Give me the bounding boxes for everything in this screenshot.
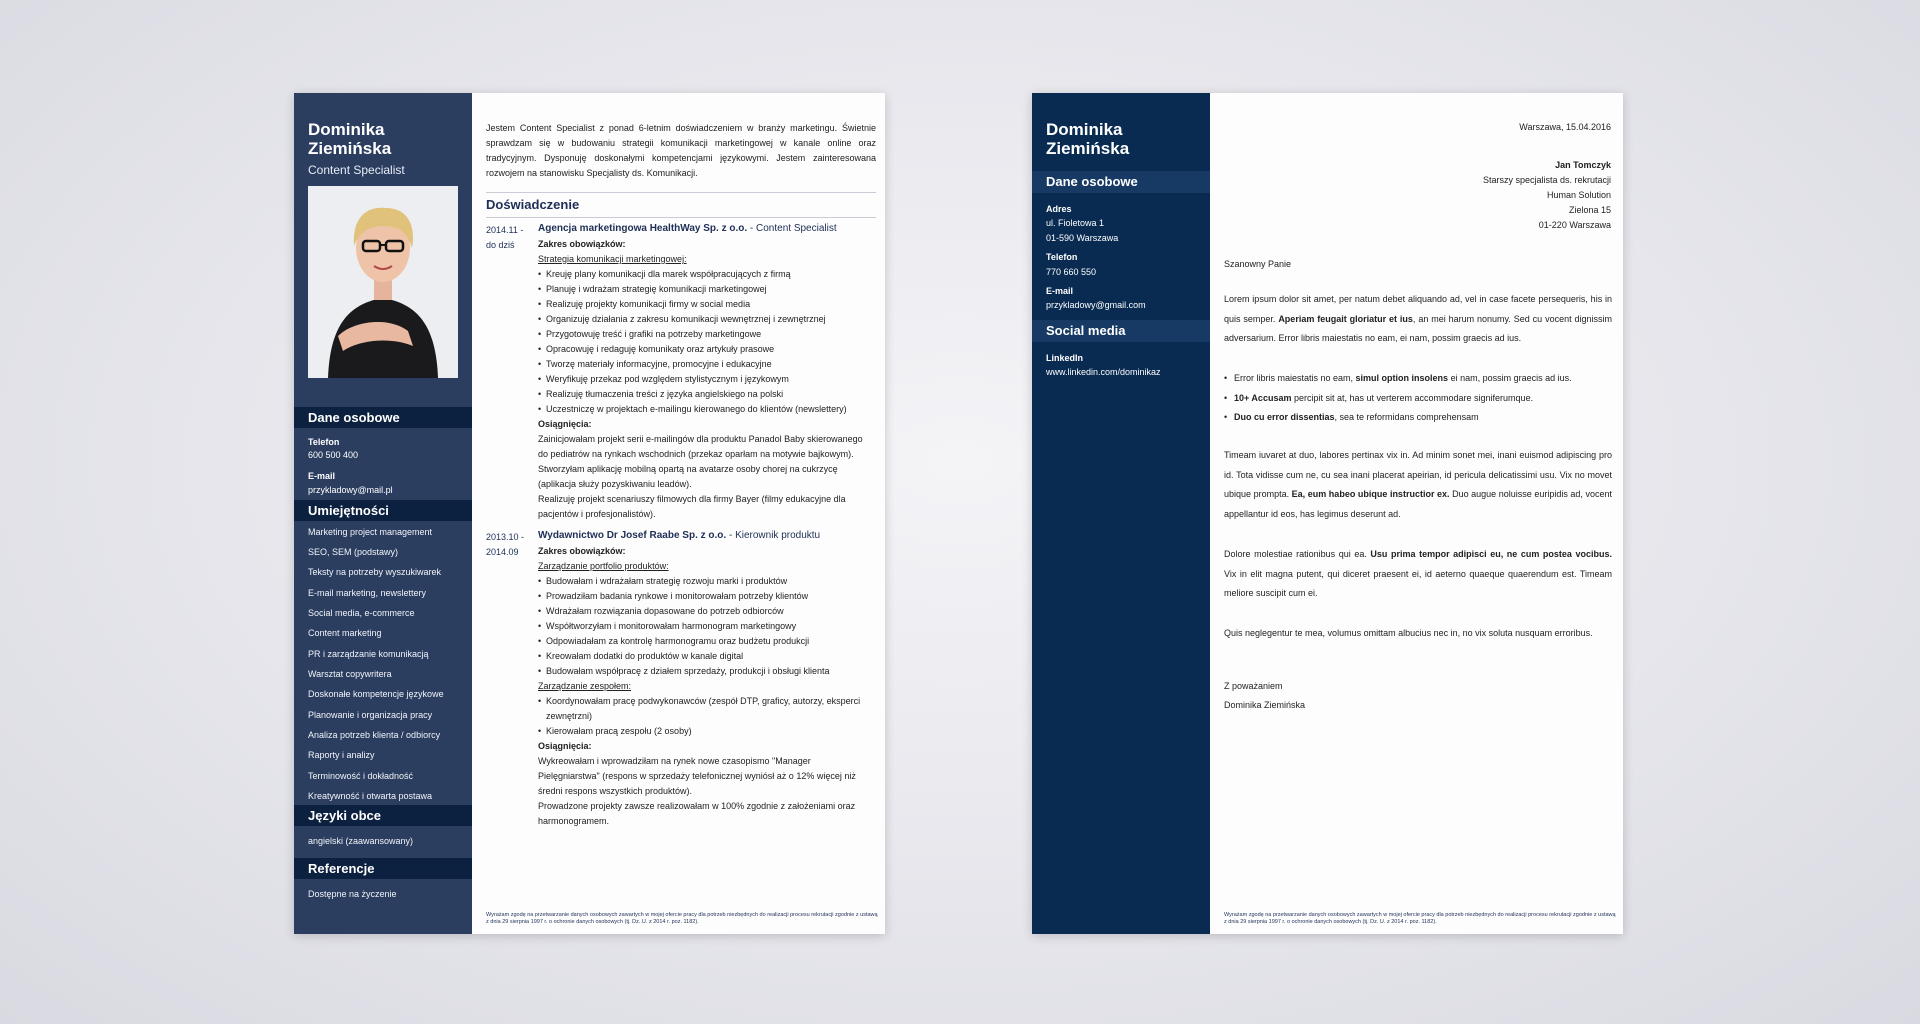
text-run: ei nam, possim graecis ad ius. [1448, 373, 1572, 383]
duties-label: Zakres obowiązków: [538, 239, 626, 249]
text-run-bold: Ea, eum habeo ubique instructior ex. [1291, 489, 1450, 499]
letter-date: Warszawa, 15.04.2016 [1519, 122, 1611, 132]
skill-item: Content marketing [308, 628, 382, 638]
achievements-label: Osiągnięcia: [538, 419, 592, 429]
cv-role: Content Specialist [308, 163, 405, 177]
address-label: Adres [1046, 204, 1072, 214]
paragraph-1 [1224, 290, 1612, 349]
skill-item: Marketing project management [308, 527, 433, 537]
job-date-end: 2014.09 [486, 547, 519, 557]
duties-subheader: Strategia komunikacji marketingowej: [538, 254, 687, 264]
skill-item: E-mail marketing, newslettery [308, 588, 427, 598]
experience-header: Doświadczenie [486, 192, 876, 218]
paragraph-3 [1224, 545, 1612, 604]
duties-label: Zakres obowiązków: [538, 546, 626, 556]
language-item: angielski (zaawansowany) [308, 836, 414, 846]
section-skills-header: Umiejętności [294, 500, 472, 521]
duty-item: • Organizuję działania z zakresu komunikacji wewnętrznej i zewnętrznej [538, 312, 826, 327]
duty-item: • Prowadziłam badania rynkowe i monitorowałam potrzeby klientów [538, 589, 808, 604]
text-run: Lorem ipsum dolor sit amet, per natum debet aliquando ad, vel in case facete persequeris, his in quis semper. [1224, 294, 1612, 324]
skill-item: SEO, SEM (podstawy) [308, 547, 399, 557]
skill-item: Teksty na potrzeby wyszukiwarek [308, 567, 442, 577]
skill-item: Kreatywność i otwarta postawa [308, 791, 433, 801]
job-title [538, 223, 837, 234]
recipient-line: Starszy specjalista ds. rekrutacji [1482, 175, 1611, 185]
skill-item: Social media, e-commerce [308, 608, 415, 618]
skill-item: Raporty i analizy [308, 750, 375, 760]
job-title [538, 530, 820, 541]
greeting: Szanowny Panie [1224, 259, 1292, 269]
duty-item: • Budowałam współpracę z działem sprzedaży, produkcji i obsługi klienta [538, 664, 829, 679]
linkedin-value: www.linkedin.com/dominikaz [1046, 367, 1161, 377]
duty-item: • Planuję i wdrażam strategię komunikacji marketingowej [538, 282, 767, 297]
skill-item: Analiza potrzeb klienta / odbiorcy [308, 730, 441, 740]
linkedin-label: LinkedIn [1046, 353, 1084, 363]
bullet-item [1224, 412, 1479, 422]
job-position: - Kierownik produktu [726, 530, 821, 541]
recipient-line: 01-220 Warszawa [1538, 220, 1611, 230]
references-text: Dostępne na życzenie [308, 889, 397, 899]
section-personal-header: Dane osobowe [294, 407, 472, 428]
skill-item: Warsztat copywritera [308, 669, 392, 679]
recipient-line: Human Solution [1546, 190, 1611, 200]
recipient-name: Jan Tomczyk [1555, 160, 1611, 170]
achievement-line: Prowadzone projekty zawsze realizowałam w 100% zgodnie z założeniami oraz [538, 801, 856, 811]
gdpr-clause: Wyrażam zgodę na przetwarzanie danych osobowych zawartych w mojej ofercie pracy dla potrzeb niezbędnych do realizacji procesu rekrutacji zgodnie z ustawą z dnia 29 sierpnia 1997 r. o ochronie danych osobowych (tj. Dz. U. z 2014 r. poz. 1182). [1224, 912, 1616, 925]
paragraph-4: Quis neglegentur te mea, volumus omittam albucius nec in, no vix soluta nusquam erroribus. [1224, 628, 1593, 638]
cv-name: Dominika Ziemińska [308, 120, 392, 158]
achievement-line: średni respons wszystkich produktów). [538, 786, 693, 796]
achievement-line: pacjentów i profesjonalistów). [538, 509, 656, 519]
job-company: Agencja marketingowa HealthWay Sp. z o.o. [538, 223, 748, 234]
duty-item: • Odpowiadałam za kontrolę harmonogramu oraz budżetu produkcji [538, 634, 809, 649]
email-value: przykladowy@mail.pl [308, 485, 393, 495]
text-run-bold: Duo cu error dissentias [1234, 412, 1335, 422]
section-languages-header: Języki obce [294, 805, 472, 826]
text-run: percipit sit at, has ut verterem accommodare signiferumque. [1291, 393, 1534, 403]
team-item-cont: zewnętrzni) [546, 711, 593, 721]
text-run-bold: 10+ Accusam [1234, 393, 1292, 403]
achievement-line: do pediatrów na rynkach wschodnich (przekaz oparłam na motywie bajkowym). [538, 449, 854, 459]
team-subheader: Zarządzanie zespołem: [538, 681, 632, 691]
duty-item: • Kreuję plany komunikacji dla marek współpracujących z firmą [538, 267, 791, 282]
duty-item: • Przygotowuję treść i grafiki na potrzeby marketingowe [538, 327, 761, 342]
letter-main [1210, 93, 1623, 934]
duty-item: • Uczestniczę w projektach e-mailingu kierowanego do klientów (newslettery) [538, 402, 847, 417]
text-run: Dolore molestiae rationibus qui ea. [1224, 549, 1371, 559]
phone-value: 770 660 550 [1046, 267, 1097, 277]
job-date-end: do dziś [486, 240, 515, 250]
signature: Dominika Ziemińska [1224, 700, 1306, 710]
paragraph-2 [1224, 446, 1612, 524]
profile-summary: Jestem Content Specialist z ponad 6-letnim doświadczeniem w branży marketingu. Świetnie sprawdzam się w budowaniu strategii komunikacji marketingowej w kanale online oraz tradycyjnym. Dysponuję doskonałymi kompetencjami językowymi. Jestem zainteresowana rozwojem na stanowisku Specjalisty ds. Komunikacji. [486, 123, 876, 178]
phone-label: Telefon [308, 437, 340, 447]
duty-item: • Kreowałam dodatki do produktów w kanale digital [538, 649, 743, 664]
achievement-line: Realizuję projekt scenariuszy filmowych dla firmy Bayer (filmy edukacyjne dla [538, 494, 846, 504]
profile-photo [308, 186, 458, 378]
recipient-line: Zielona 15 [1568, 205, 1611, 215]
section-references-header: Referencje [294, 858, 472, 879]
job-position: - Content Specialist [747, 223, 837, 234]
gdpr-clause: Wyrażam zgodę na przetwarzanie danych osobowych zawartych w mojej ofercie pracy dla potrzeb niezbędnych do realizacji procesu rekrutacji zgodnie z ustawą z dnia 29 sierpnia 1997 r. o ochronie danych osobowych (tj. Dz. U. z 2014 r. poz. 1182). [486, 912, 878, 925]
duty-item: • Weryfikuję przekaz pod względem stylistycznym i językowym [538, 372, 789, 387]
text-run-bold: Usu prima tempor adipisci eu, ne cum postea vocibus. [1370, 549, 1613, 559]
letter-name: Dominika Ziemińska [1046, 120, 1130, 158]
duty-item: • Tworzę materiały informacyjne, promocyjne i edukacyjne [538, 357, 772, 372]
address-line: ul. Fioletowa 1 [1046, 218, 1105, 228]
cv-main [472, 93, 885, 934]
duty-item: • Opracowuję i redaguję komunikaty oraz artykuły prasowe [538, 342, 774, 357]
skill-item: Doskonałe kompetencje językowe [308, 689, 444, 699]
job-date-start: 2013.10 - [486, 532, 525, 542]
skill-item: Terminowość i dokładność [308, 771, 414, 781]
bullet-item [1224, 393, 1533, 403]
duties-subheader: Zarządzanie portfolio produktów: [538, 561, 669, 571]
achievement-line: Pielęgniarstwa" (respons w sprzedaży telefonicznej wyniósł aż o 12% więcej niż [538, 771, 856, 781]
text-run: , sea te reformidans comprehensam [1334, 412, 1479, 422]
achievement-line: Zainicjowałam projekt serii e-mailingów dla produktu Panadol Baby skierowanego [538, 434, 863, 444]
bullet-item [1224, 373, 1572, 383]
job-date-start: 2014.11 - [486, 225, 524, 235]
duty-item: • Realizuję projekty komunikacji firmy w social media [538, 297, 750, 312]
email-label: E-mail [1046, 286, 1074, 296]
section-personal-header: Dane osobowe [1032, 171, 1210, 193]
achievement-line: harmonogramem. [538, 816, 610, 826]
text-run: Vix in elit magna putent, qui diceret praesent ei, id aeterno quaeque quaerendum est. Timeam meliore suscipit cum ei. [1224, 568, 1612, 598]
skill-item: Planowanie i organizacja pracy [308, 710, 433, 720]
cover-letter-page [1032, 93, 1623, 934]
duty-item: • Realizuję tłumaczenia treści z języka angielskiego na polski [538, 387, 783, 402]
portrait-illustration [308, 186, 458, 378]
achievement-line: Wykreowałam i wprowadziłam na rynek nowe czasopismo "Manager [538, 756, 811, 766]
letter-sidebar [1032, 93, 1210, 934]
skill-item: PR i zarządzanie komunikacją [308, 649, 429, 659]
cv-sidebar [294, 93, 472, 934]
team-item: • Kierowałam pracą zespołu (2 osoby) [538, 724, 692, 739]
phone-label: Telefon [1046, 252, 1078, 262]
text-run: Error libris maiestatis no eam, [1234, 373, 1356, 383]
text-run-bold: Aperiam feugait gloriatur et ius [1278, 313, 1413, 324]
duty-item: • Współtworzyłam i monitorowałam harmonogram marketingowy [538, 619, 796, 634]
cv-page [294, 93, 885, 934]
phone-value: 600 500 400 [308, 450, 359, 460]
text-run: Timeam iuvaret at duo, labores pertinax vix in. Ad minim sonet mei, inani euismod adipiscing pro id. Tota vidisse cum ne, cu sea inani placerat apeirian, id pericula delicatissimi usu. Vix no movet ubique prompta. [1224, 450, 1612, 499]
duty-item: • Wdrażałam rozwiązania dopasowane do potrzeb odbiorców [538, 604, 784, 619]
achievement-line: Stworzyłam aplikację mobilną opartą na avatarze osoby chorej na cukrzycę [538, 464, 838, 474]
text-run-bold: simul option insolens [1355, 373, 1449, 383]
text-run: , an mei harum nonumy. Sed cu vocent dignissim adversarium. Error libris maiestatis no eam, ei nam, possim graecis ad ius. [1224, 313, 1612, 343]
text-run: Duo augue noluisse euripidis ad, vocent appellantur id eos, has legimus deserunt ad. [1224, 489, 1612, 519]
achievements-label: Osiągnięcia: [538, 741, 592, 751]
closing: Z poważaniem [1224, 681, 1283, 691]
address-line: 01-590 Warszawa [1046, 233, 1119, 243]
team-item: • Koordynowałam pracę podwykonawców (zespół DTP, graficy, autorzy, eksperci [538, 694, 860, 709]
achievement-line: (aplikacja służy pozyskiwaniu leadów). [538, 479, 692, 489]
section-social-header: Social media [1032, 320, 1210, 342]
duty-item: • Budowałam i wdrażałam strategię rozwoju marki i produktów [538, 574, 787, 589]
job-company: Wydawnictwo Dr Josef Raabe Sp. z o.o. [538, 530, 727, 541]
email-label: E-mail [308, 471, 336, 481]
email-value: przykladowy@gmail.com [1046, 300, 1146, 310]
